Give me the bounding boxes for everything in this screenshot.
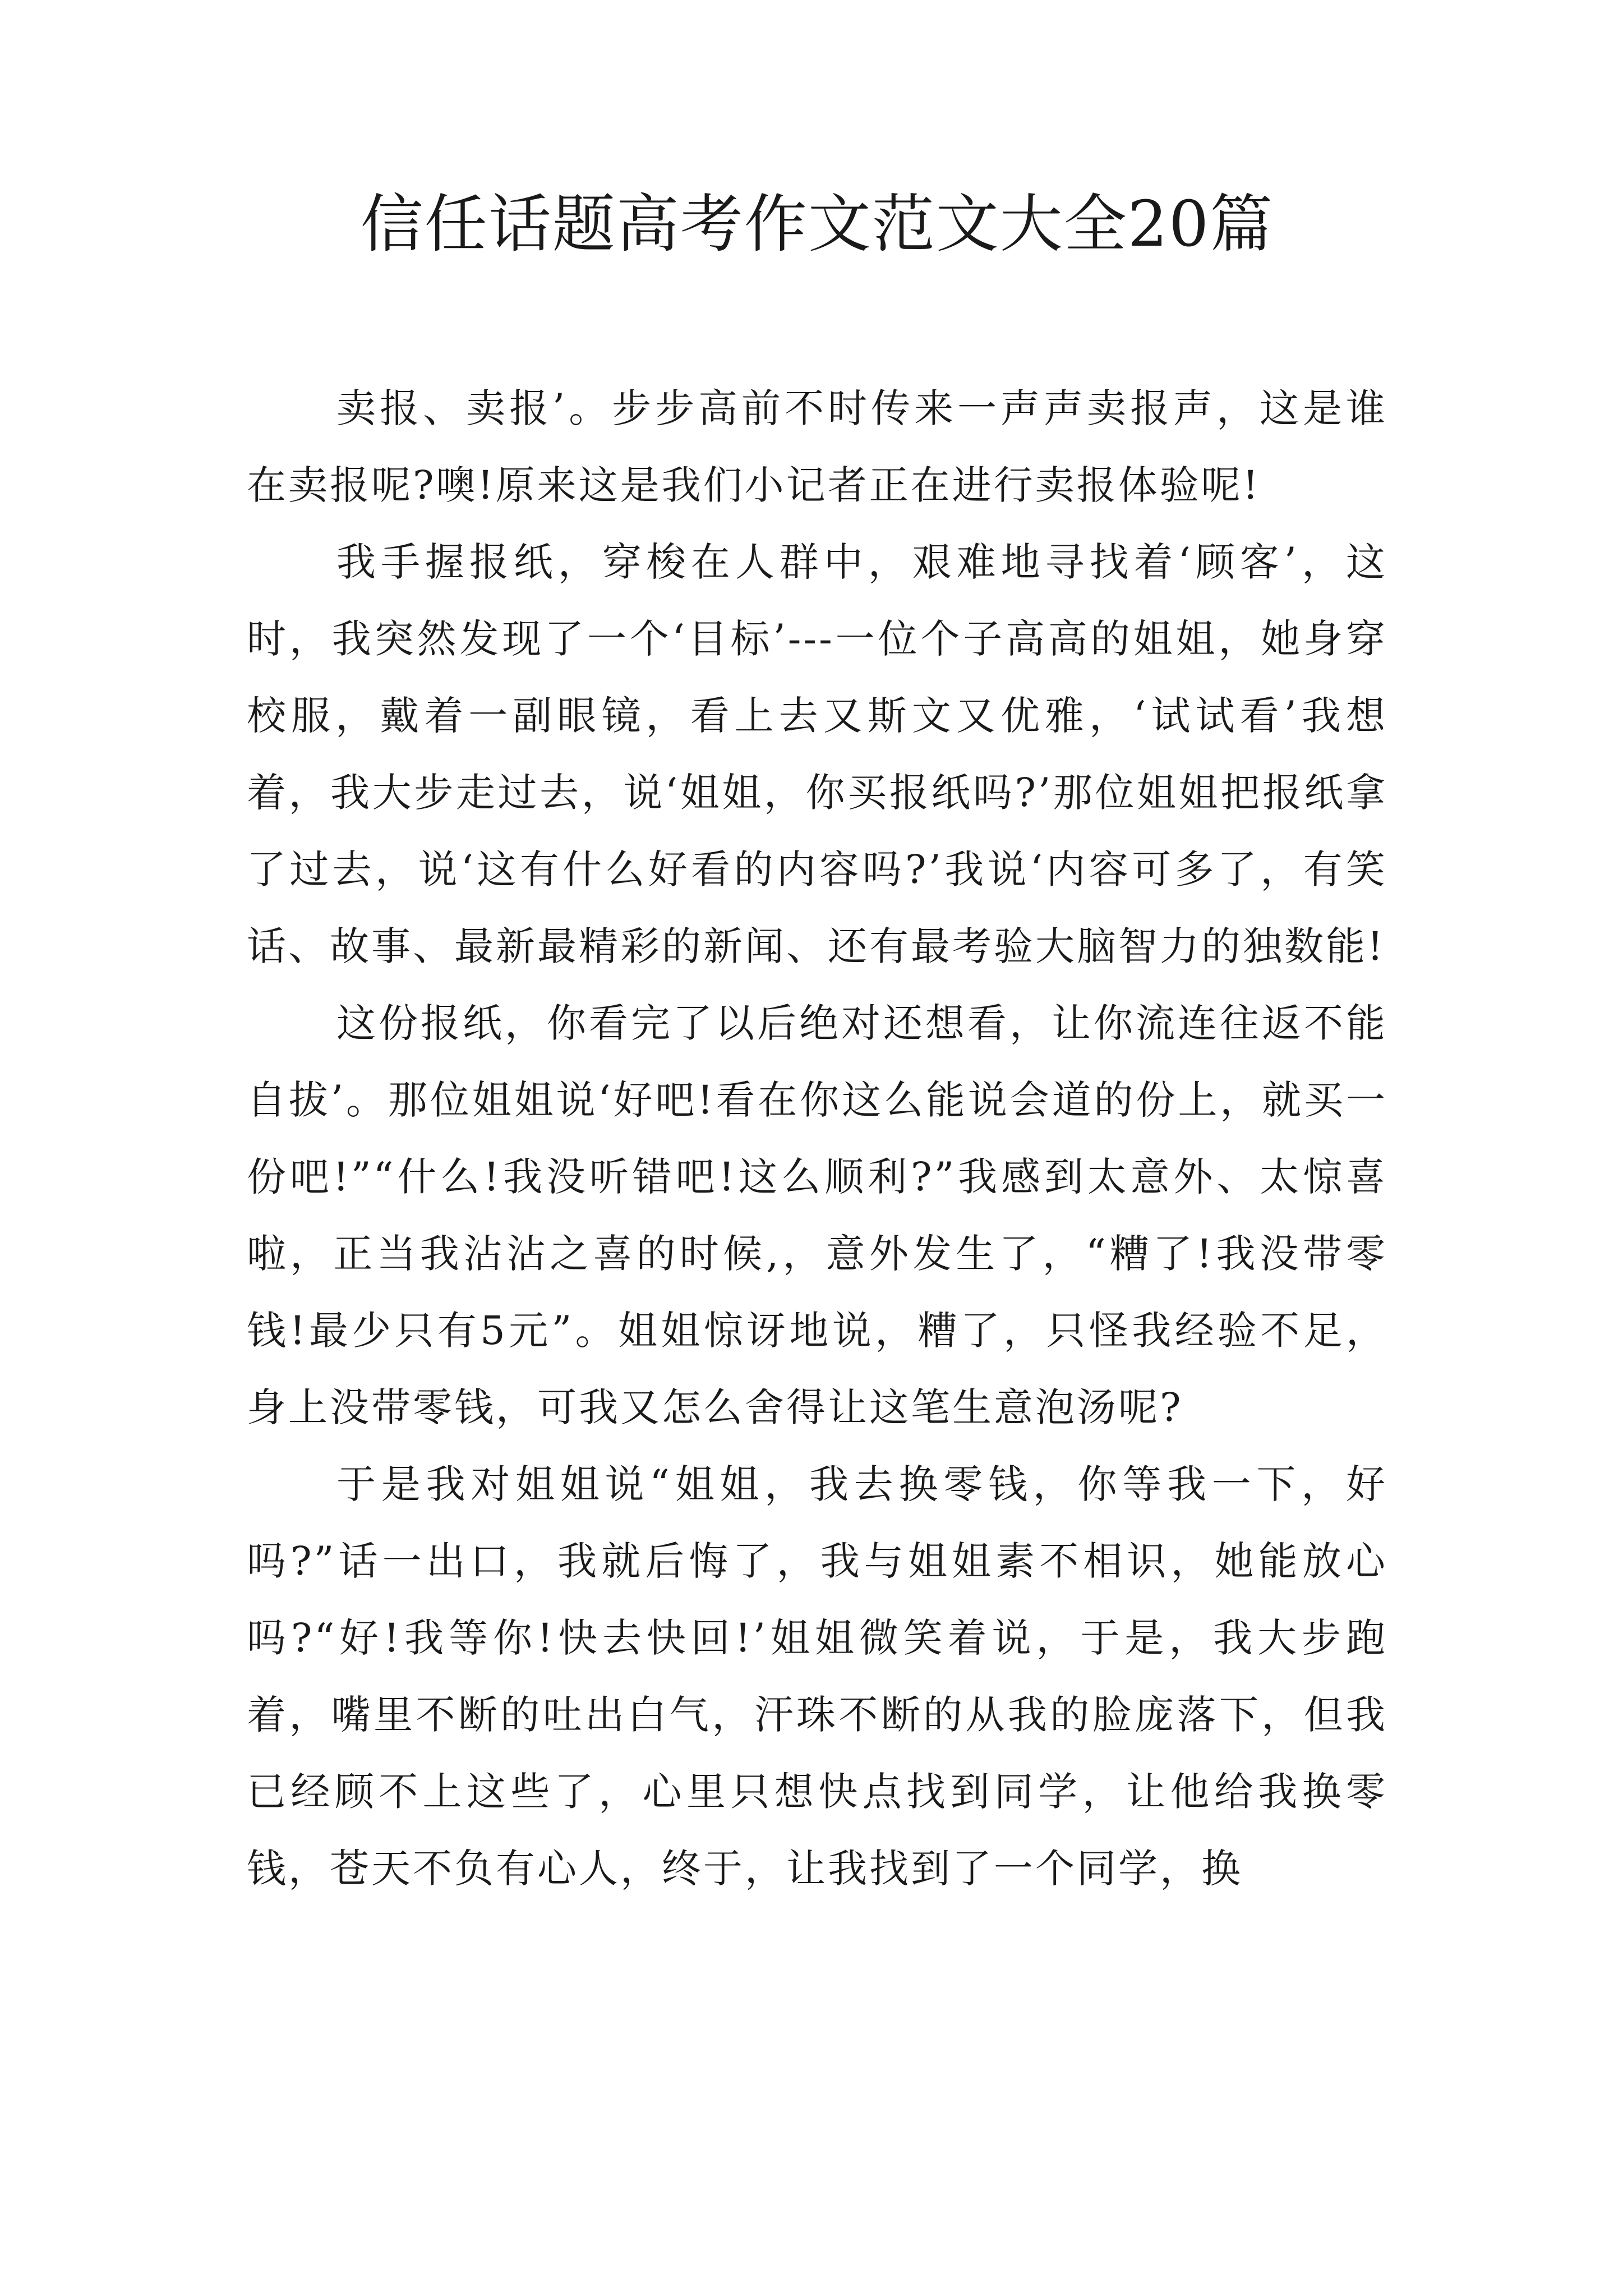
paragraph: 于是我对姐姐说“姐姐，我去换零钱，你等我一下，好吗?”话一出口，我就后悔了，我与姐姐素不相识，她能放心吗?“好!我等你!快去快回!’姐姐微笑着说，于是，我大步跑着，嘴里不断的吐出白气，汗珠不断的从我的脸庞落下，但我已经顾不上这些了，心里只想快点找到同学，让他给我换零钱，苍天不负有心人，终于，让我找到了一个同学，换 [247, 1461, 1387, 1892]
paragraph: 这份报纸，你看完了以后绝对还想看，让你流连往返不能自拔’。那位姐姐说‘好吧!看在你这么能说会道的份上，就买一份吧!”“什么!我没听错吧!这么顺利?”我感到太意外、太惊喜啦，正当我沾沾之喜的时候,，意外发生了，“糟了!我没带零钱!最少只有5元”。姐姐惊讶地说，糟了，只怪我经验不足，身上没带零钱，可我又怎么舍得让这笔生意泡汤呢? [247, 1000, 1387, 1430]
paragraph: 卖报、卖报’。步步高前不时传来一声声卖报声，这是谁在卖报呢?噢!原来这是我们小记者正在进行卖报体验呢! [247, 385, 1387, 508]
document-title: 信任话题高考作文范文大全20篇 [360, 188, 1274, 261]
paragraph: 我手握报纸，穿梭在人群中，艰难地寻找着‘顾客’，这时，我突然发现了一个‘目标’---一位个子高高的姐姐，她身穿校服，戴着一副眼镜，看上去又斯文又优雅，‘试试看’我想着，我大步走过去，说‘姐姐，你买报纸吗?’那位姐姐把报纸拿了过去，说‘这有什么好看的内容吗?’我说‘内容可多了，有笑话、故事、最新最精彩的新闻、还有最考验大脑智力的独数能! [247, 539, 1387, 969]
